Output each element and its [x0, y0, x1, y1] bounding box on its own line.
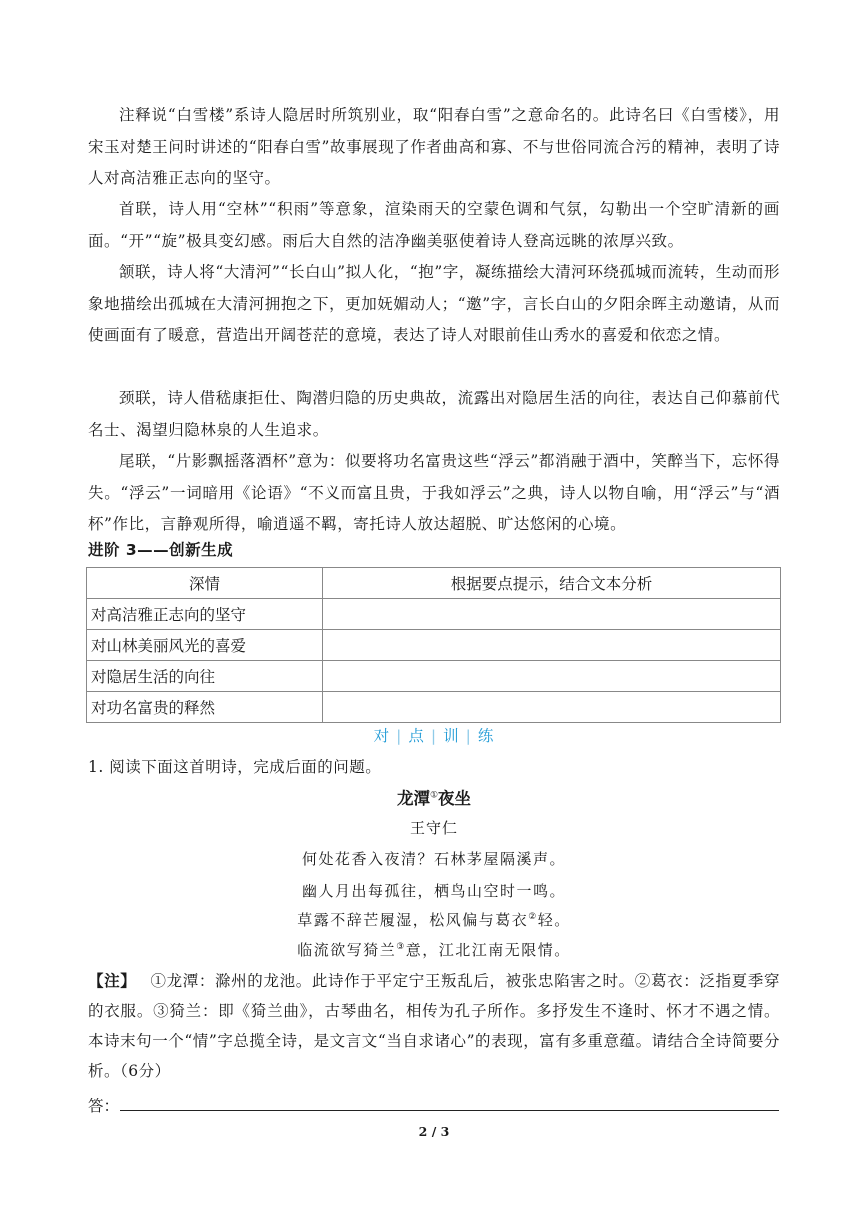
divider: |: [465, 727, 472, 745]
poem-line: [0, 939, 868, 960]
footnote-marker: ①: [429, 790, 439, 801]
table-cell-analysis[interactable]: [323, 599, 781, 630]
poem-notes: [88, 966, 780, 1086]
table-cell-analysis[interactable]: [323, 692, 781, 723]
table-row: [87, 661, 781, 692]
table-cell-emotion: 对高洁雅正志向的坚守: [87, 599, 323, 630]
poem-title-part: 夜坐: [438, 789, 472, 808]
question-intro: 1. 阅读下面这首明诗，完成后面的问题。: [88, 758, 382, 776]
analysis-paragraph-title: 注释说“白雪楼”系诗人隐居时所筑别业，取“阳春白雪”之意命名的。此诗名曰《白雪楼》，用宋玉对楚王问时讲述的“阳春白雪”故事展现了作者曲高和寡、不与世俗同流合污的精神，表明了诗人对高洁雅正志向的坚守。: [88, 106, 780, 187]
table-cell-analysis[interactable]: [323, 661, 781, 692]
analysis-paragraph-second-couplet: 颔联，诗人将“大清河”“长白山”拟人化，“抱”字，凝练描绘大清河环绕孤城而流转，生动而形象地描绘出孤城在大清河拥抱之下，更加妩媚动人；“邀”字，言长白山的夕阳余晖主动邀请，从而使画面有了暖意，营造出开阔苍茫的意境，表达了诗人对眼前佳山秀水的喜爱和依恋之情。: [88, 263, 780, 344]
table-cell-emotion: 对隐居生活的向往: [87, 661, 323, 692]
note-tag: 【注】: [88, 972, 137, 990]
footnote-marker: ②: [528, 912, 538, 922]
poem-line-part: 临流欲写猗兰: [297, 941, 397, 959]
training-char: 对: [373, 727, 391, 745]
table-header-emotion: 深情: [87, 568, 323, 599]
analysis-table: [86, 567, 781, 723]
table-header-row: [87, 568, 781, 599]
divider: |: [396, 727, 403, 745]
table-row: [87, 599, 781, 630]
poem-author: 王守仁: [409, 819, 458, 837]
page-number: 2 / 3: [418, 1124, 450, 1139]
analysis-paragraph-last-couplet: 尾联，“片影飘摇落酒杯”意为：似要将功名富贵这些“浮云”都消融于酒中，笑醉当下，忘怀得失。“浮云”一词暗用《论语》“不义而富且贵，于我如浮云”之典，诗人以物自喻，用“浮云”与“酒杯”作比，言静观所得，喻逍遥不羁，寄托诗人放达超脱、旷达悠闲的心境。: [88, 452, 780, 533]
poem-line-part: 轻。: [537, 911, 571, 929]
answer-label: 答：: [88, 1097, 120, 1115]
question-text: 本诗末句一个“情”字总揽全诗，是文言文“当自求诸心”的表现，富有多重意蕴。请结合全诗简要分析。（6分）: [88, 1032, 780, 1080]
poem-title: [0, 785, 868, 809]
table-header-analysis: 根据要点提示，结合文本分析: [323, 568, 781, 599]
training-char: 练: [477, 727, 495, 745]
training-char: 训: [443, 727, 460, 745]
note-text: ①龙潭：滁州的龙池。此诗作于平定宁王叛乱后，被张忠陷害之时。②葛衣：泛指夏季穿的衣服。③猗兰：即《猗兰曲》，古琴曲名，相传为孔子所作。多抒发生不逢时、怀才不遇之情。: [88, 972, 780, 1020]
divider: |: [430, 727, 438, 745]
table-row: [87, 692, 781, 723]
training-char: 点: [408, 727, 425, 745]
footnote-marker: ③: [396, 942, 406, 952]
section-heading: 进阶 3——创新生成: [88, 541, 234, 559]
table-cell-analysis[interactable]: [323, 630, 781, 661]
table-cell-emotion: 对山林美丽风光的喜爱: [87, 630, 323, 661]
poem-line-part: 草露不辞芒履湿，松风偏与葛衣: [297, 911, 529, 929]
poem-line: 何处花香入夜清？石林茅屋隔溪声。: [301, 850, 566, 868]
poem-line: 幽人月出每孤往，栖鸟山空时一鸣。: [301, 882, 566, 900]
table-cell-emotion: 对功名富贵的释然: [87, 692, 323, 723]
answer-line[interactable]: [120, 1110, 779, 1111]
poem-title-part: 龙潭: [396, 789, 430, 808]
poem-line-part: 意，江北江南无限情。: [405, 941, 571, 959]
analysis-paragraph-first-couplet: 首联，诗人用“空林”“积雨”等意象，渲染雨天的空蒙色调和气氛，勾勒出一个空旷清新的画面。“开”“旋”极具变幻感。雨后大自然的洁净幽美驱使着诗人登高远眺的浓厚兴致。: [88, 200, 780, 250]
table-row: [87, 630, 781, 661]
training-banner: [0, 724, 868, 746]
analysis-paragraph-third-couplet: 颈联，诗人借嵇康拒仕、陶潜归隐的历史典故，流露出对隐居生活的向往，表达自己仰慕前代名士、渴望归隐林泉的人生追求。: [88, 389, 780, 439]
poem-line: [0, 909, 868, 930]
